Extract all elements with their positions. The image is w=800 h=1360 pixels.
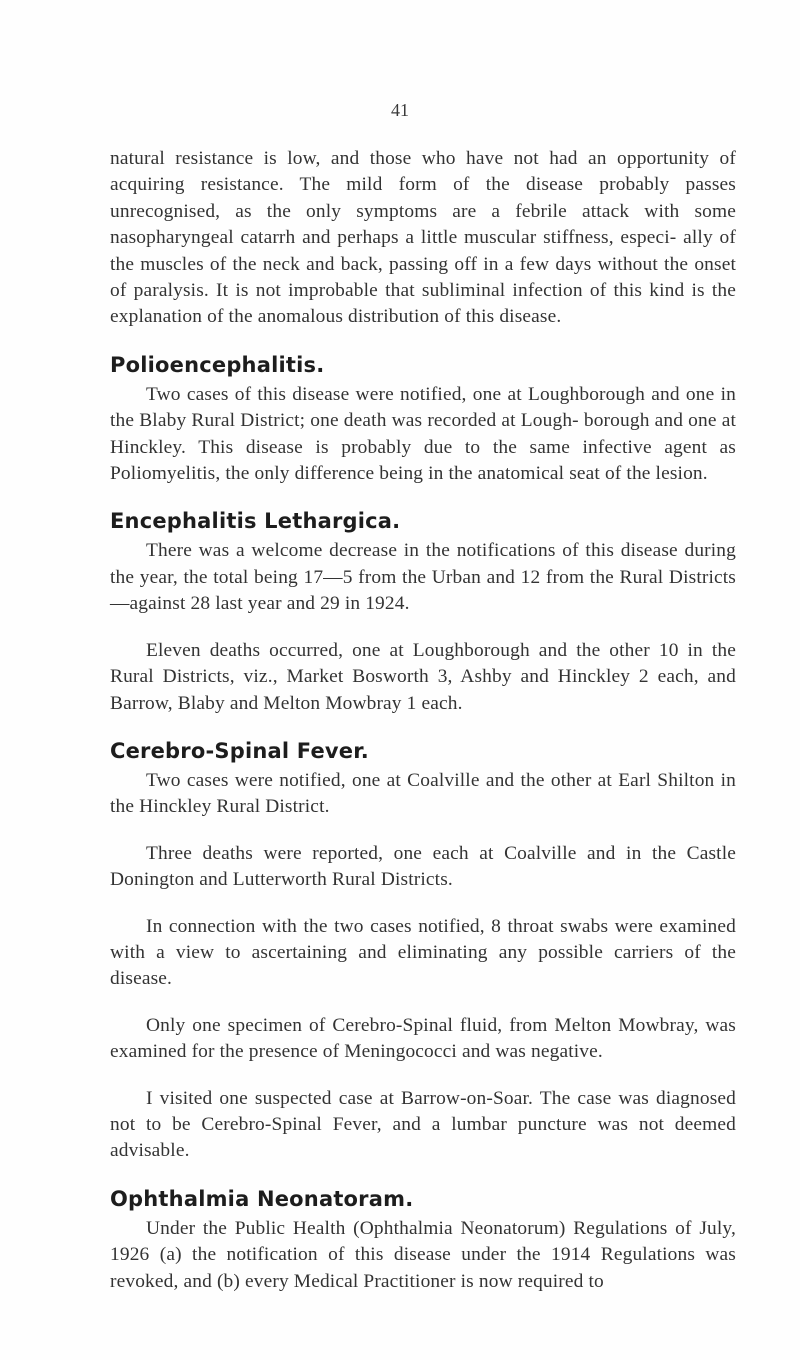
heading-cerebro-spinal-fever: Cerebro-Spinal Fever. — [110, 738, 369, 763]
page-number: 41 — [391, 100, 409, 120]
cerebro-spinal-paragraph-4: Only one specimen of Cerebro-Spinal fluid, from Melton Mowbray, was examined for the presence of Meningococci and was negative. — [110, 1014, 736, 1063]
cerebro-spinal-paragraph-5: I visited one suspected case at Barrow-on-Soar. The case was diagnosed not to be Cerebro-Spinal Fever, and a lumbar puncture was not deemed advisable. — [110, 1087, 736, 1162]
heading-polioencephalitis: Polioencephalitis. — [110, 352, 325, 377]
encephalitis-paragraph-2: Eleven deaths occurred, one at Loughborough and the other 10 in the Rural Districts, viz., Market Bosworth 3, Ashby and Hinckley 2 each, and Barrow, Blaby and Melton Mowbray 1 each. — [110, 639, 736, 714]
ophthalmia-paragraph-1: Under the Public Health (Ophthalmia Neonatorum) Regulations of July, 1926 (a) the notification of this disease under the 1914 Regulations was revoked, and (b) every Medical Practitioner is now required to — [110, 1217, 736, 1292]
cerebro-spinal-paragraph-2: Three deaths were reported, one each at Coalville and in the Castle Donington and Lutterworth Rural Districts. — [110, 842, 736, 891]
heading-ophthalmia-neonatoram: Ophthalmia Neonatoram. — [110, 1186, 414, 1211]
cerebro-spinal-paragraph-3: In connection with the two cases notified, 8 throat swabs were examined with a view to ascertaining and eliminating any possible carriers of the disease. — [110, 915, 736, 990]
heading-encephalitis-lethargica: Encephalitis Lethargica. — [110, 509, 401, 534]
polioencephalitis-paragraph-1: Two cases of this disease were notified, one at Loughborough and one in the Blaby Rural District; one death was recorded at Lough- borough and one at Hinckley. This disease is probably due to the same infective agent as Poliomyelitis, the only difference being in the anatomical seat of the lesion. — [110, 383, 736, 485]
page-body — [110, 146, 736, 1295]
cerebro-spinal-paragraph-1: Two cases were notified, one at Coalville and the other at Earl Shilton in the Hinckley Rural District. — [110, 769, 736, 818]
encephalitis-paragraph-1: There was a welcome decrease in the notifications of this disease during the year, the total being 17—5 from the Urban and 12 from the Rural Districts—against 28 last year and 29 in 1924. — [110, 540, 736, 615]
intro-paragraph: natural resistance is low, and those who have not had an opportunity of acquiring resistance. The mild form of the disease probably passes unrecognised, as the only symptoms are a febrile attack with some nasopharyngeal catarrh and perhaps a little muscular stiffness, especi- ally of the muscles of the neck and back, passing off in a few days without the onset of paralysis. It is not improbable that subliminal infection of this kind is the explanation of the anomalous distribution of this disease. — [110, 148, 736, 328]
